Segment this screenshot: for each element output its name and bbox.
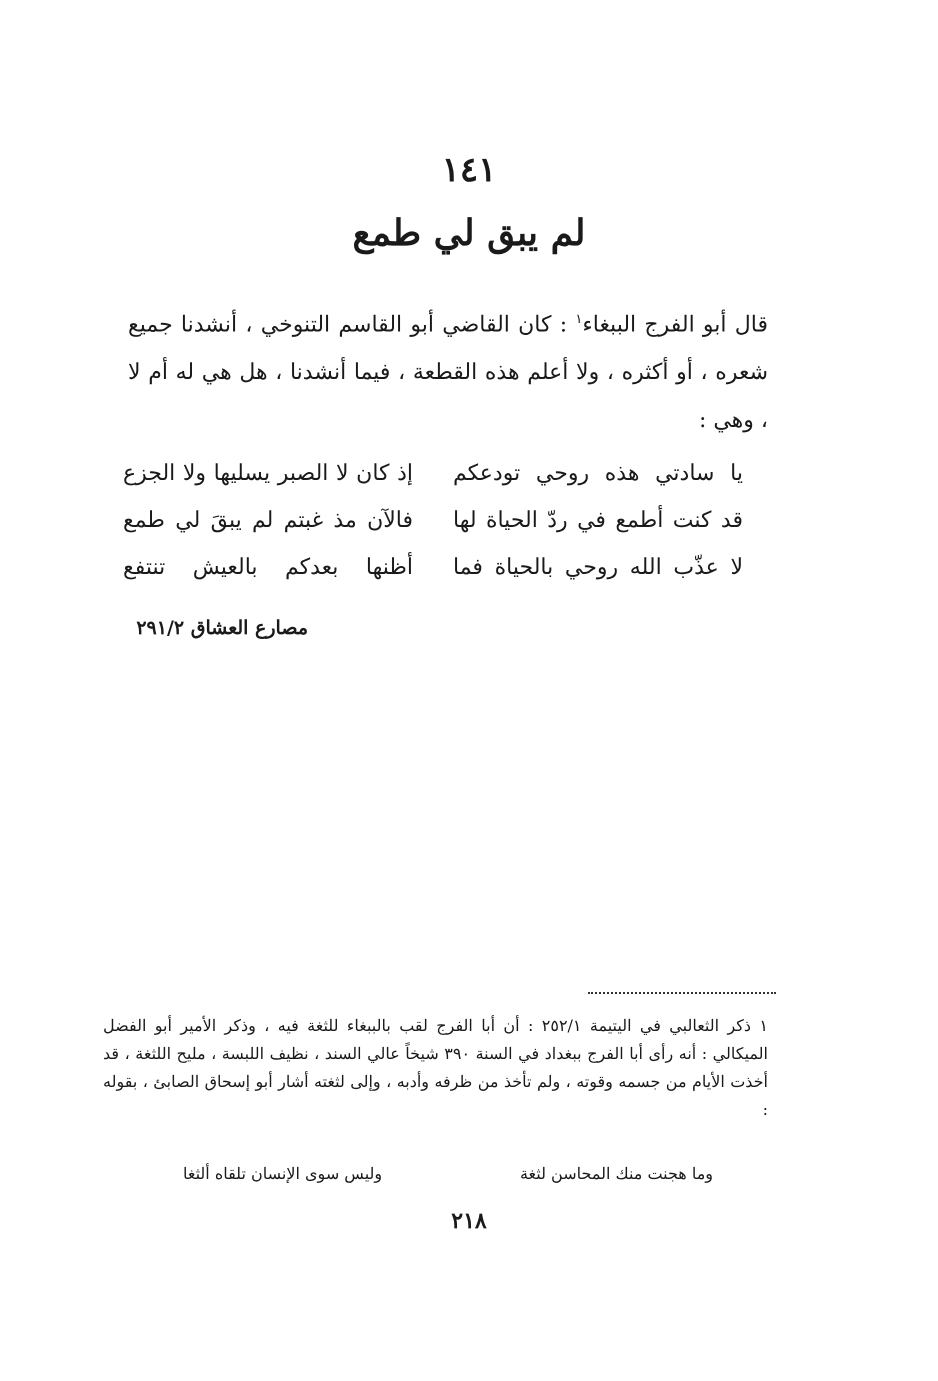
verse-line [123, 497, 743, 544]
page-number: ٢١٨ [451, 1208, 487, 1234]
poem-number: ١٤١ [441, 150, 497, 190]
footnote-verse-second: وليس سوى الإنسان تلقاه ألثغا [183, 1164, 383, 1183]
verse-first-hemistich: لا عذّب الله روحي بالحياة فما [453, 555, 743, 580]
verse-line [123, 544, 743, 591]
source-reference: مصارع العشاق ٢٩١/٢ [136, 617, 308, 639]
footnote-marker: ١ [575, 312, 583, 327]
verse-line [123, 450, 743, 497]
poem-title: لم يبق لي طمع [352, 212, 586, 254]
verse-first-hemistich: قد كنت أطمع في ردّ الحياة لها [453, 508, 743, 533]
intro-paragraph [128, 296, 768, 445]
footnote-text: ١ ذكر الثعالبي في اليتيمة ٢٥٢/١ : أن أبا الفرج لقب بالببغاء للثغة فيه ، وذكر الأمير أبو الفضل الميكالي : أنه رأى أبا الفرج ببغداد في السنة ٣٩٠ شيخاً عالي السند ، نظيف اللبسة ، مليح اللثغة ، قد أخذت الأيام من جسمه وقوته ، ولم تأخذ من ظرفه وأدبه ، وإلى لثغته أشار أبو إسحاق الصابئ ، بقوله : [103, 1016, 769, 1119]
footnote-verse [183, 1160, 713, 1188]
intro-text-continued: : كان القاضي أبو القاسم التنوخي ، أنشدنا جميع شعره ، أو أكثره ، ولا أعلم هذه القطعة ، فيما أنشدنا ، هل هي له أم لا ، وهي : [128, 312, 768, 434]
verse-second-hemistich: أظنها بعدكم بالعيش تنتفع [123, 555, 413, 580]
poem-verses [123, 450, 743, 591]
verse-second-hemistich: إذ كان لا الصبر يسليها ولا الجزع [123, 461, 413, 486]
intro-text: قال أبو الفرج الببغاء [582, 312, 768, 338]
verse-second-hemistich: فالآن مذ غبتم لم يبقَ لي طمع [123, 508, 413, 533]
verse-first-hemistich: يا سادتي هذه روحي تودعكم [453, 461, 743, 486]
footnote-verse-first: وما هجنت منك المحاسن لثغة [519, 1164, 713, 1183]
footnote-divider [588, 992, 776, 994]
